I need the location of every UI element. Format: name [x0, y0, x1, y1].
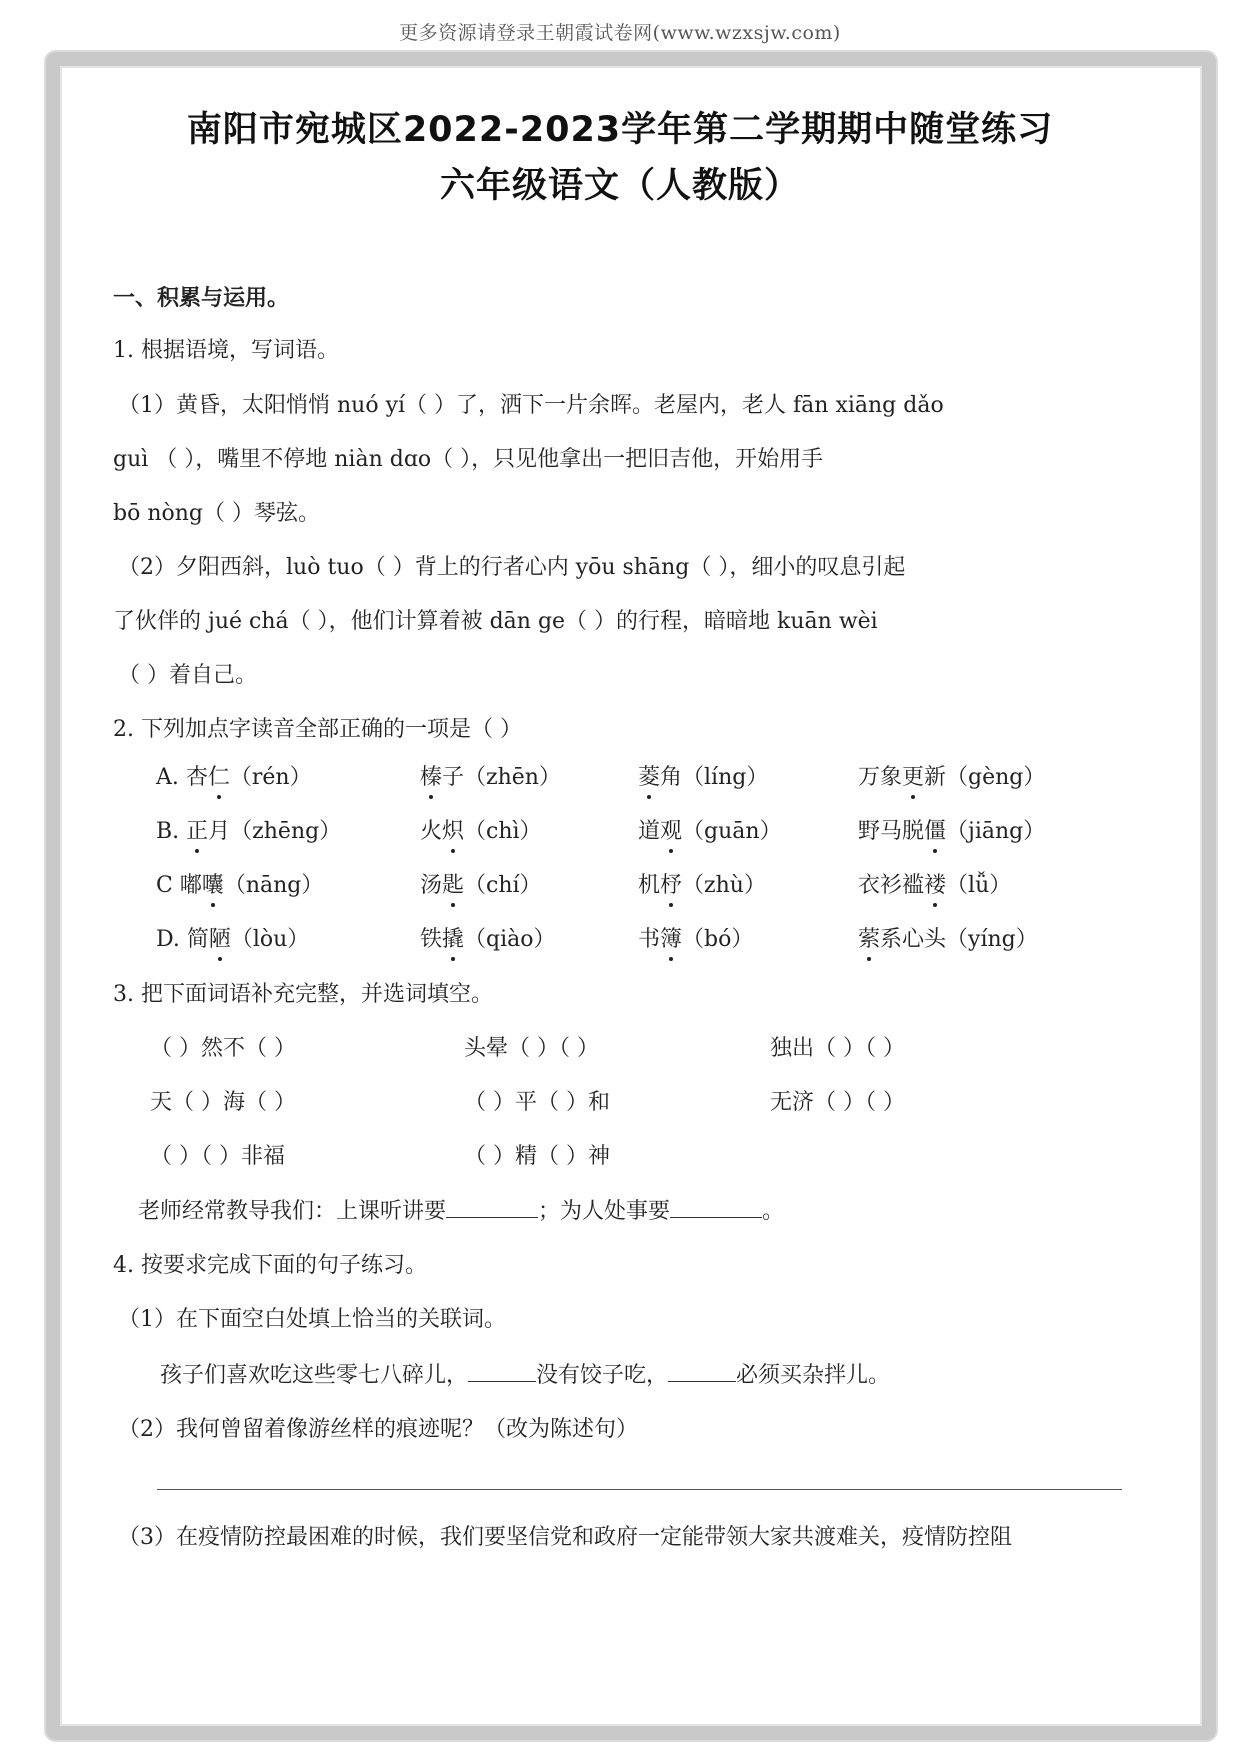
q1-p1-line1: （1）黄昏，太阳悄悄 nuó yí（ ）了，洒下一片余晖。老屋内，老人 fān xiāng dǎo	[118, 393, 944, 418]
q2-option-suffix: 子（zhēn）	[442, 765, 561, 790]
q2-option	[156, 814, 341, 845]
q2-dotted-char: 杼	[660, 868, 682, 899]
q4-stem: 4. 按要求完成下面的句子练习。	[113, 1253, 427, 1278]
q4-blank-2[interactable]	[668, 1361, 736, 1382]
q2-dotted-char: 仁	[208, 760, 230, 791]
q3-blank-2[interactable]	[670, 1197, 762, 1218]
q1-p2-line3: （ ）着自己。	[118, 663, 257, 688]
q2-dotted-char: 撬	[442, 922, 464, 953]
q2-option-prefix: 书	[638, 927, 661, 952]
q2-option	[858, 922, 1038, 953]
q1-p1-line2: guì （ ），嘴里不停地 niàn dɑo（ ），只见他拿出一把旧吉他，开始用手	[113, 447, 824, 472]
q2-option-suffix: 新（gèng）	[924, 765, 1046, 790]
source-watermark: 更多资源请登录王朝霞试卷网(www.wzxsjw.com)	[399, 22, 841, 44]
q3-idiom-item[interactable]: 天（ ）海（ ）	[150, 1090, 296, 1115]
q2-option-suffix: 系心头（yíng）	[880, 927, 1038, 952]
q2-dotted-char: 菱	[638, 760, 660, 791]
q3-fill-sentence	[138, 1194, 784, 1225]
q2-option	[638, 814, 782, 845]
q3-fill-part-a: 老师经常教导我们：上课听讲要	[138, 1199, 447, 1224]
q2-dotted-char: 更	[902, 760, 924, 791]
q4-p1-part-c: 必须买杂拌儿。	[736, 1363, 891, 1388]
q2-option-suffix: （chí）	[464, 873, 542, 898]
q4-p2: （2）我何曾留着像游丝样的痕迹呢？（改为陈述句）	[118, 1417, 638, 1442]
exam-subtitle: 六年级语文（人教版）	[439, 166, 800, 206]
answer-line[interactable]	[157, 1489, 1122, 1490]
q2-option-prefix: 火	[420, 819, 443, 844]
q2-option	[638, 922, 753, 953]
q2-option-prefix: 机	[638, 873, 661, 898]
q1-p2-line2: 了伙伴的 jué chá（ ），他们计算着被 dān ge（ ）的行程，暗暗地 kuān wèi	[113, 609, 878, 634]
q2-option-suffix: （lǚ）	[946, 873, 1012, 898]
q1-stem: 1. 根据语境，写词语。	[113, 338, 339, 363]
q2-option-suffix: （chì）	[464, 819, 542, 844]
q2-option-prefix: 道	[638, 819, 661, 844]
q2-option	[156, 868, 323, 899]
q2-option-suffix: （bó）	[682, 927, 754, 952]
q2-option	[156, 760, 312, 791]
q2-option	[858, 868, 1011, 899]
q2-option-suffix: （zhù）	[682, 873, 766, 898]
q3-fill-part-c: 。	[762, 1199, 785, 1224]
q4-p1-part-b: 没有饺子吃，	[536, 1363, 669, 1388]
q4-p3: （3）在疫情防控最困难的时候，我们要坚信党和政府一定能带领大家共渡难关，疫情防控阻	[118, 1525, 1013, 1550]
q2-option-suffix: （qiào）	[464, 927, 556, 952]
q3-idiom-item[interactable]: 无济（ ）（ ）	[770, 1090, 905, 1115]
q2-option-prefix: 野马脱	[858, 819, 925, 844]
q2-option	[638, 760, 768, 791]
q2-option-suffix: 角（líng）	[660, 765, 769, 790]
q2-option	[420, 868, 542, 899]
exam-title: 南阳市宛城区2022-2023学年第二学期期中随堂练习	[186, 110, 1054, 150]
q2-dotted-char: 簿	[660, 922, 682, 953]
q2-dotted-char: 匙	[442, 868, 464, 899]
q2-option-prefix: A. 杏	[156, 765, 208, 790]
q2-option-suffix: （rén）	[229, 765, 312, 790]
q2-option	[638, 868, 766, 899]
q2-option-prefix: 铁	[420, 927, 443, 952]
q2-dotted-char: 褛	[924, 868, 946, 899]
q2-option	[858, 814, 1045, 845]
q1-p1-line3: bō nòng（ ）琴弦。	[113, 501, 320, 526]
q2-dotted-char: 观	[660, 814, 682, 845]
q3-stem: 3. 把下面词语补充完整，并选词填空。	[113, 982, 493, 1007]
q4-p1: （1）在下面空白处填上恰当的关联词。	[118, 1307, 506, 1332]
q2-option-suffix: 月（zhēng）	[208, 819, 342, 844]
q2-option	[156, 922, 309, 953]
q4-p1-sentence	[160, 1358, 890, 1389]
q3-blank-1[interactable]	[446, 1197, 538, 1218]
q2-dotted-char: 正	[186, 814, 208, 845]
q3-idiom-item[interactable]: （ ）然不（ ）	[150, 1036, 296, 1061]
q2-option	[858, 760, 1045, 791]
q2-option-suffix: （nāng）	[223, 873, 324, 898]
q2-option	[420, 814, 542, 845]
q3-idiom-item[interactable]: （ ）平（ ）和	[464, 1090, 610, 1115]
q2-option-suffix: （jiāng）	[946, 819, 1046, 844]
q2-option	[420, 922, 556, 953]
q2-option-prefix: 衣衫褴	[858, 873, 925, 898]
q2-dotted-char: 榛	[420, 760, 442, 791]
q4-p1-part-a: 孩子们喜欢吃这些零七八碎儿，	[160, 1363, 469, 1388]
q2-dotted-char: 囔	[202, 868, 224, 899]
q2-dotted-char: 萦	[858, 922, 880, 953]
q3-idiom-item[interactable]: 头晕（ ）（ ）	[464, 1036, 599, 1061]
q2-dotted-char: 僵	[924, 814, 946, 845]
q2-stem: 2. 下列加点字读音全部正确的一项是（ ）	[113, 717, 522, 742]
q3-idiom-item[interactable]: 独出（ ）（ ）	[770, 1036, 905, 1061]
q2-option-prefix: B.	[156, 819, 187, 844]
q2-option-suffix: （lòu）	[230, 927, 310, 952]
section-heading: 一、积累与运用。	[113, 286, 290, 311]
q2-option-prefix: C 嘟	[156, 873, 202, 898]
q2-dotted-char: 炽	[442, 814, 464, 845]
q4-blank-1[interactable]	[468, 1361, 536, 1382]
q2-dotted-char: 陋	[209, 922, 231, 953]
q3-idiom-item[interactable]: （ ）（ ）非福	[150, 1144, 285, 1169]
q2-option-prefix: D. 简	[156, 927, 209, 952]
q3-fill-part-b: ；为人处事要	[538, 1199, 671, 1224]
q2-option-prefix: 汤	[420, 873, 443, 898]
q1-p2-line1: （2）夕阳西斜，luò tuo（ ）背上的行者心内 yōu shāng（ ），细小的叹息引起	[118, 555, 906, 580]
q2-option-prefix: 万象	[858, 765, 903, 790]
q3-idiom-item[interactable]: （ ）精（ ）神	[464, 1144, 610, 1169]
q2-option	[420, 760, 561, 791]
q2-option-suffix: （guān）	[682, 819, 782, 844]
